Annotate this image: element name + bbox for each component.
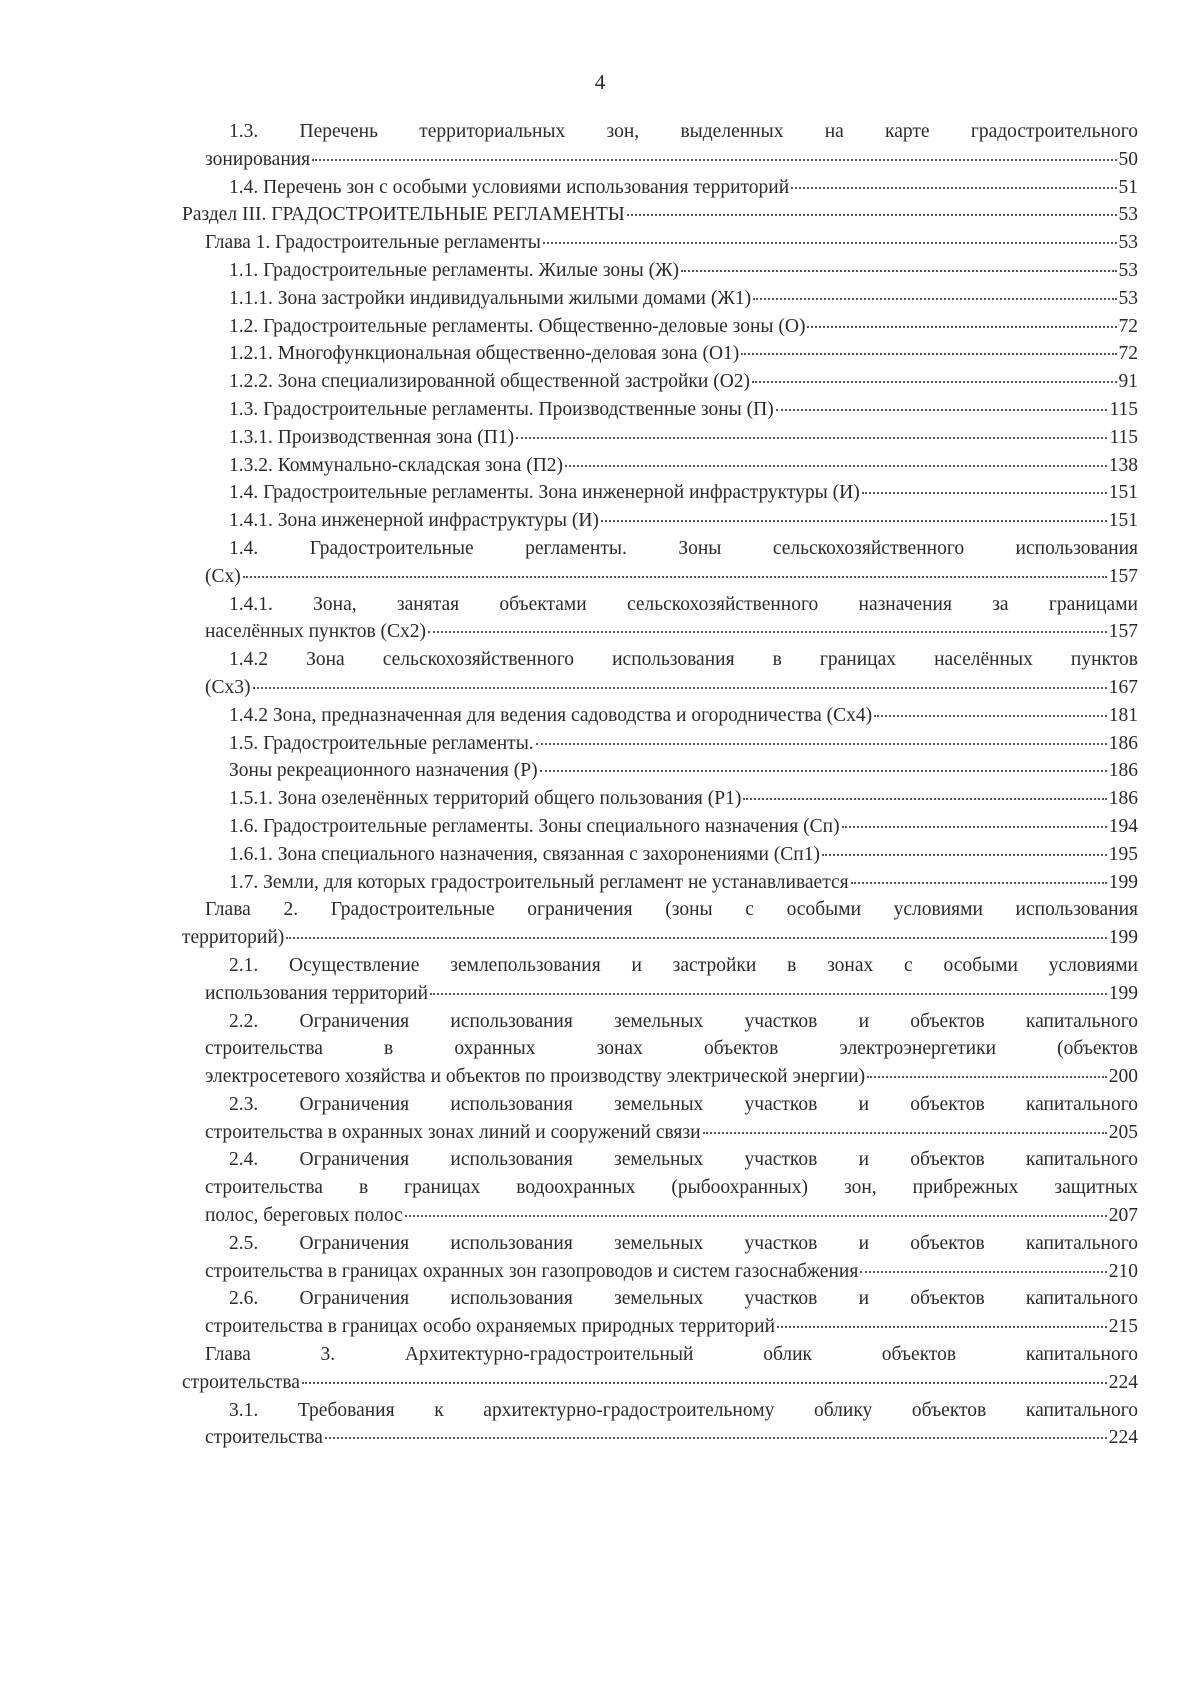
toc-entry-title: строительства bbox=[205, 1427, 323, 1449]
toc-entry[interactable] bbox=[0, 424, 1200, 452]
toc-entry[interactable] bbox=[0, 952, 1200, 1008]
toc-entry-title: зонирования bbox=[205, 148, 311, 170]
toc-page-number: 199 bbox=[1108, 871, 1138, 893]
dot-leader bbox=[325, 1437, 1107, 1439]
toc-entry[interactable] bbox=[0, 313, 1200, 341]
toc-entry[interactable] bbox=[0, 1397, 1200, 1453]
toc-page-number: 199 bbox=[1108, 927, 1138, 949]
toc-page-number: 115 bbox=[1109, 426, 1138, 448]
toc-entry[interactable] bbox=[0, 785, 1200, 813]
toc-entry[interactable] bbox=[0, 730, 1200, 758]
toc-entry-line: 2.1. Осуществление землепользования и застройки в зонах с особыми условиями bbox=[229, 954, 1138, 976]
toc-entry-title: строительства в границах особо охраняемых природных территорий bbox=[205, 1316, 776, 1338]
toc-page-number: 186 bbox=[1108, 788, 1138, 810]
toc-page-number: 157 bbox=[1108, 565, 1138, 587]
toc-entry-line: 2.3. Ограничения использования земельных участков и объектов капитального bbox=[229, 1093, 1138, 1115]
toc-entry-title: 1.3.2. Коммунально-складская зона (П2) bbox=[229, 454, 564, 476]
toc-entry-title: 1.3. Градостроительные регламенты. Производственные зоны (П) bbox=[229, 398, 774, 420]
toc-entry-title: 1.1. Градостроительные регламенты. Жилые зоны (Ж) bbox=[229, 259, 680, 281]
toc-entry-title: 1.5.1. Зона озеленённых территорий общего пользования (Р1) bbox=[229, 788, 742, 810]
dot-leader bbox=[601, 520, 1107, 522]
toc-entry-title: 1.3.1. Производственная зона (П1) bbox=[229, 426, 515, 448]
toc-entry-line: 1.4.2 Зона сельскохозяйственного использования в границах населённых пунктов bbox=[229, 649, 1138, 671]
toc-page-number: 91 bbox=[1118, 371, 1138, 393]
toc-entry-line: 2.4. Ограничения использования земельных участков и объектов капитального bbox=[229, 1149, 1138, 1171]
toc-entry-line: Глава 2. Градостроительные ограничения (зоны с особыми условиями использования bbox=[205, 899, 1138, 921]
toc-entry[interactable] bbox=[0, 507, 1200, 535]
toc-entry-line: 1.4.1. Зона, занятая объектами сельскохозяйственного назначения за границами bbox=[229, 593, 1138, 615]
toc-entry-line: строительства в границах водоохранных (рыбоохранных) зон, прибрежных защитных bbox=[205, 1177, 1138, 1199]
toc-entry[interactable] bbox=[0, 257, 1200, 285]
toc-page-number: 194 bbox=[1108, 815, 1138, 837]
dot-leader bbox=[752, 381, 1116, 383]
toc-entry-title: строительства в границах охранных зон газопроводов и систем газоснабжения bbox=[205, 1260, 859, 1282]
toc-page-number: 199 bbox=[1108, 982, 1138, 1004]
toc-entry[interactable] bbox=[0, 479, 1200, 507]
toc-page-number: 167 bbox=[1108, 676, 1138, 698]
dot-leader bbox=[540, 770, 1107, 772]
toc-page-number: 215 bbox=[1108, 1316, 1138, 1338]
dot-leader bbox=[243, 576, 1107, 578]
toc-entry-title: 1.6. Градостроительные регламенты. Зоны специального назначения (Сп) bbox=[229, 815, 840, 837]
dot-leader bbox=[807, 326, 1116, 328]
toc-entry[interactable] bbox=[0, 646, 1200, 702]
toc-page-number: 186 bbox=[1108, 760, 1138, 782]
toc-entry[interactable] bbox=[0, 368, 1200, 396]
dot-leader bbox=[842, 826, 1107, 828]
toc-page-number: 53 bbox=[1118, 232, 1138, 254]
dot-leader bbox=[777, 1326, 1107, 1328]
dot-leader bbox=[536, 743, 1107, 745]
toc-entry[interactable] bbox=[0, 285, 1200, 313]
dot-leader bbox=[516, 437, 1107, 439]
toc-page-number: 195 bbox=[1108, 843, 1138, 865]
toc-entry[interactable] bbox=[0, 1285, 1200, 1341]
toc-entry-title: Зоны рекреационного назначения (Р) bbox=[229, 760, 538, 782]
toc-page-number: 224 bbox=[1108, 1371, 1138, 1393]
toc-entry-title: электросетевого хозяйства и объектов по производству электрической энергии) bbox=[205, 1066, 866, 1088]
toc-entry[interactable] bbox=[0, 174, 1200, 202]
dot-leader bbox=[743, 798, 1106, 800]
dot-leader bbox=[776, 409, 1108, 411]
toc-page-number: 51 bbox=[1118, 176, 1138, 198]
toc-entry[interactable] bbox=[0, 118, 1200, 174]
toc-entry[interactable] bbox=[0, 1091, 1200, 1147]
dot-leader bbox=[543, 242, 1117, 244]
toc-entry-title: 1.1.1. Зона застройки индивидуальными жилыми домами (Ж1) bbox=[229, 287, 752, 309]
toc-page-number: 50 bbox=[1118, 148, 1138, 170]
toc-page-number: 186 bbox=[1108, 732, 1138, 754]
toc-entry[interactable] bbox=[0, 869, 1200, 897]
toc-entry-title: (Сх) bbox=[205, 565, 241, 587]
toc-entry-line: строительства в охранных зонах объектов электроэнергетики (объектов bbox=[205, 1038, 1138, 1060]
toc-page-number: 53 bbox=[1118, 287, 1138, 309]
toc-page-number: 200 bbox=[1108, 1066, 1138, 1088]
toc-entry-title: строительства bbox=[182, 1371, 300, 1393]
toc-page-number: 205 bbox=[1108, 1121, 1138, 1143]
dot-leader bbox=[430, 993, 1107, 995]
dot-leader bbox=[741, 353, 1116, 355]
toc-entry-title: использования территорий bbox=[205, 982, 429, 1004]
toc-entry[interactable] bbox=[0, 1008, 1200, 1091]
toc-page-number: 72 bbox=[1118, 315, 1138, 337]
dot-leader bbox=[874, 715, 1107, 717]
toc-page-number: 72 bbox=[1118, 343, 1138, 365]
dot-leader bbox=[822, 854, 1107, 856]
toc-entry-title: 1.4.2 Зона, предназначенная для ведения садоводства и огородничества (Сх4) bbox=[229, 704, 873, 726]
toc-entry-title: 1.5. Градостроительные регламенты. bbox=[229, 732, 534, 754]
toc-entry[interactable] bbox=[0, 841, 1200, 869]
toc-entry[interactable] bbox=[0, 896, 1200, 952]
dot-leader bbox=[302, 1382, 1107, 1384]
toc-entry-title: 1.2.2. Зона специализированной общественной застройки (О2) bbox=[229, 371, 751, 393]
dot-leader bbox=[312, 159, 1116, 161]
toc-entry[interactable] bbox=[0, 229, 1200, 257]
dot-leader bbox=[253, 687, 1107, 689]
toc-entry[interactable] bbox=[0, 452, 1200, 480]
toc-entry[interactable] bbox=[0, 813, 1200, 841]
toc-entry-title: 1.4. Перечень зон с особыми условиями использования территорий bbox=[229, 176, 790, 198]
dot-leader bbox=[565, 465, 1107, 467]
toc-entry-line: Глава 3. Архитектурно-градостроительный облик объектов капитального bbox=[205, 1344, 1138, 1366]
dot-leader bbox=[286, 937, 1107, 939]
toc-entry-title: (Сх3) bbox=[205, 676, 251, 698]
table-of-contents bbox=[0, 118, 1200, 1452]
dot-leader bbox=[428, 631, 1107, 633]
toc-entry[interactable] bbox=[0, 757, 1200, 785]
toc-entry-title: 1.2.1. Многофункциональная общественно-деловая зона (О1) bbox=[229, 343, 740, 365]
dot-leader bbox=[681, 270, 1116, 272]
toc-entry-title: Глава 1. Градостроительные регламенты bbox=[205, 232, 541, 254]
toc-page-number: 210 bbox=[1108, 1260, 1138, 1282]
toc-page-number: 53 bbox=[1118, 259, 1138, 281]
toc-entry-title: 1.6.1. Зона специального назначения, связанная с захоронениями (Сп1) bbox=[229, 843, 820, 865]
toc-page-number: 151 bbox=[1108, 510, 1138, 532]
toc-entry-line: 3.1. Требования к архитектурно-градостроительному облику объектов капитального bbox=[229, 1399, 1138, 1421]
toc-entry-title: территорий) bbox=[182, 927, 285, 949]
toc-page-number: 151 bbox=[1108, 482, 1138, 504]
toc-page-number: 181 bbox=[1108, 704, 1138, 726]
toc-entry-title: 1.7. Земли, для которых градостроительный регламент не устанавливается bbox=[229, 871, 849, 893]
toc-entry-title: 1.2. Градостроительные регламенты. Общественно-деловые зоны (О) bbox=[229, 315, 806, 337]
dot-leader bbox=[860, 1271, 1106, 1273]
toc-entry[interactable] bbox=[0, 535, 1200, 591]
dot-leader bbox=[851, 882, 1107, 884]
toc-entry-title: населённых пунктов (Сх2) bbox=[205, 621, 427, 643]
toc-entry[interactable] bbox=[0, 702, 1200, 730]
toc-entry-line: 2.6. Ограничения использования земельных участков и объектов капитального bbox=[229, 1288, 1138, 1310]
toc-page-number: 157 bbox=[1108, 621, 1138, 643]
toc-entry-title: Раздел III. ГРАДОСТРОИТЕЛЬНЫЕ РЕГЛАМЕНТЫ bbox=[182, 204, 625, 226]
toc-entry-line: 1.3. Перечень территориальных зон, выделенных на карте градостроительного bbox=[229, 121, 1138, 142]
toc-entry-line: 2.5. Ограничения использования земельных участков и объектов капитального bbox=[229, 1232, 1138, 1254]
dot-leader bbox=[862, 492, 1107, 494]
toc-page-number: 115 bbox=[1109, 398, 1138, 420]
toc-entry-title: 1.4. Градостроительные регламенты. Зона инженерной инфраструктуры (И) bbox=[229, 482, 860, 504]
page-number: 4 bbox=[594, 70, 606, 94]
toc-entry[interactable] bbox=[0, 1146, 1200, 1229]
toc-entry[interactable] bbox=[0, 340, 1200, 368]
toc-entry-title: полос, береговых полос bbox=[205, 1205, 403, 1227]
toc-page-number: 224 bbox=[1108, 1427, 1138, 1449]
dot-leader bbox=[867, 1076, 1107, 1078]
toc-entry[interactable] bbox=[0, 1341, 1200, 1397]
toc-entry-title: 1.4.1. Зона инженерной инфраструктуры (И) bbox=[229, 510, 599, 532]
dot-leader bbox=[753, 298, 1116, 300]
toc-page-number: 138 bbox=[1108, 454, 1138, 476]
toc-page-number: 53 bbox=[1118, 204, 1138, 226]
toc-entry-line: 1.4. Градостроительные регламенты. Зоны сельскохозяйственного использования bbox=[229, 537, 1138, 559]
dot-leader bbox=[703, 1132, 1107, 1134]
dot-leader bbox=[791, 187, 1116, 189]
toc-entry[interactable] bbox=[0, 201, 1200, 229]
toc-entry-line: 2.2. Ограничения использования земельных участков и объектов капитального bbox=[229, 1010, 1138, 1032]
toc-page-number: 207 bbox=[1108, 1205, 1138, 1227]
toc-entry[interactable] bbox=[0, 591, 1200, 647]
toc-entry[interactable] bbox=[0, 396, 1200, 424]
dot-leader bbox=[405, 1215, 1107, 1217]
toc-entry[interactable] bbox=[0, 1230, 1200, 1286]
toc-entry-title: строительства в охранных зонах линий и сооружений связи bbox=[205, 1121, 701, 1143]
dot-leader bbox=[627, 214, 1117, 216]
